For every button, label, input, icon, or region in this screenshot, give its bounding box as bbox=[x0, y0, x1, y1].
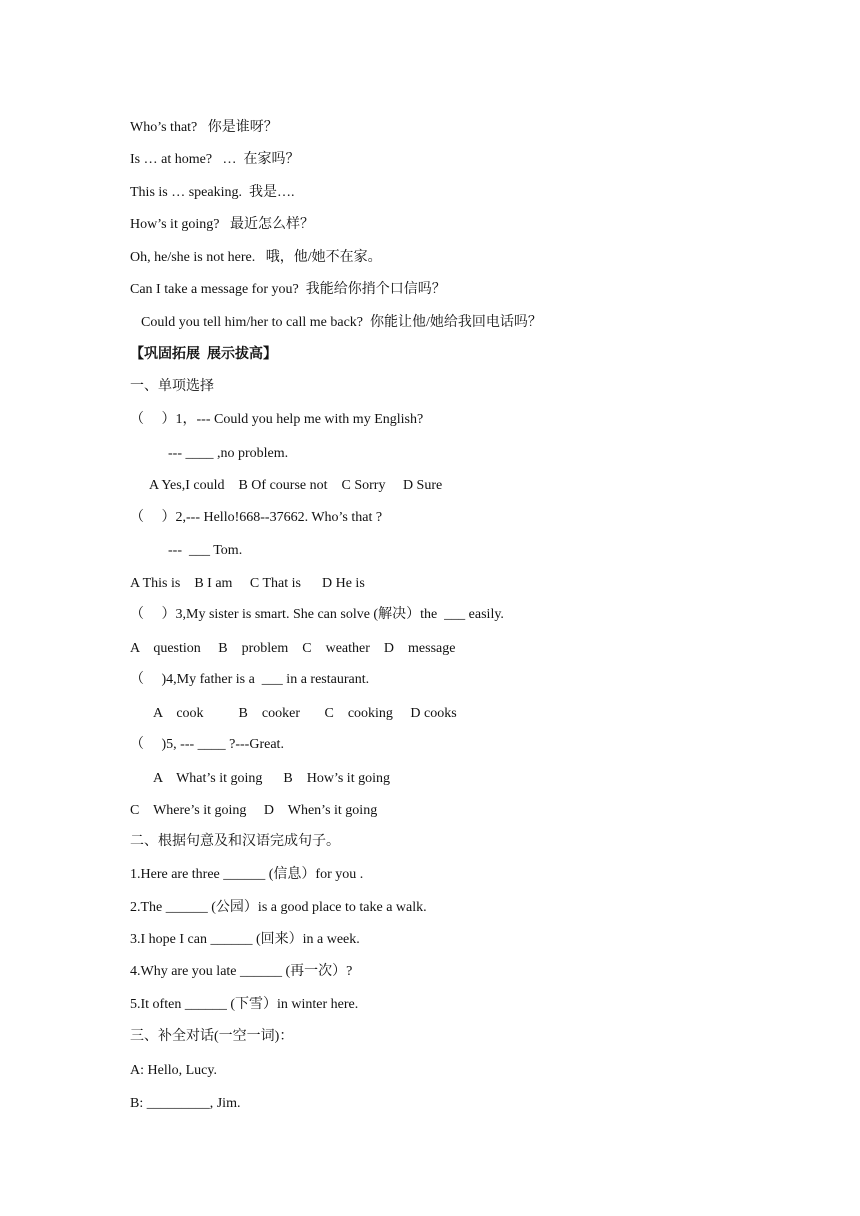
part2-title: 二、根据句意及和汉语完成句子。 bbox=[130, 834, 340, 849]
question-2: （ ）2,--- Hello!668--37662. Who’s that ? bbox=[130, 510, 383, 525]
phrase-line: Can I take a message for you? 我能给你捎个口信吗？ bbox=[130, 282, 446, 297]
question-2-line2: --- ___ Tom. bbox=[168, 543, 243, 558]
dialogue-line: A: Hello, Lucy. bbox=[130, 1063, 217, 1078]
question-5-options-b: C Where’s it going D When’s it going bbox=[130, 803, 378, 818]
question-3: （ ）3,My sister is smart. She can solve (解决）the ___ easily. bbox=[130, 607, 504, 622]
fill-in-item: 4.Why are you late ______ (再一次）? bbox=[130, 964, 353, 979]
phrase-line: How’s it going? 最近怎么样？ bbox=[130, 217, 314, 232]
fill-in-item: 5.It often ______ (下雪）in winter here. bbox=[130, 997, 359, 1012]
question-4: （ )4,My father is a ___ in a restaurant. bbox=[130, 672, 370, 687]
question-4-options: A cook B cooker C cooking D cooks bbox=[153, 706, 457, 721]
section-heading: 【巩固拓展 展示拔高】 bbox=[130, 347, 277, 362]
question-1: （ ）1，--- Could you help me with my English? bbox=[130, 412, 424, 427]
fill-in-item: 2.The ______ (公园）is a good place to take a walk. bbox=[130, 900, 427, 915]
question-1-line2: --- ____ ,no problem. bbox=[168, 446, 289, 461]
question-5-options-a: A What’s it going B How’s it going bbox=[153, 771, 390, 786]
fill-in-item: 1.Here are three ______ (信息）for you . bbox=[130, 867, 364, 882]
phrase-line: Could you tell him/her to call me back? 你能让他/她给我回电话吗？ bbox=[141, 315, 542, 330]
question-1-options: A Yes,I could B Of course not C Sorry D Sure bbox=[149, 478, 443, 493]
phrase-line: Is … at home? … 在家吗？ bbox=[130, 152, 300, 167]
fill-in-item: 3.I hope I can ______ (回来）in a week. bbox=[130, 932, 360, 947]
phrase-line: This is … speaking. 我是…. bbox=[130, 185, 295, 200]
part1-title: 一、单项选择 bbox=[130, 379, 214, 394]
question-2-options: A This is B I am C That is D He is bbox=[130, 576, 365, 591]
question-3-options: A question B problem C weather D message bbox=[130, 641, 456, 656]
dialogue-line: B: _________, Jim. bbox=[130, 1096, 241, 1111]
part3-title: 三、补全对话(一空一词)： bbox=[130, 1029, 294, 1044]
phrase-line: Oh, he/she is not here. 哦，他/她不在家。 bbox=[130, 250, 382, 265]
phrase-line: Who’s that? 你是谁呀？ bbox=[130, 120, 278, 135]
question-5: （ )5, --- ____ ?---Great. bbox=[130, 737, 284, 752]
